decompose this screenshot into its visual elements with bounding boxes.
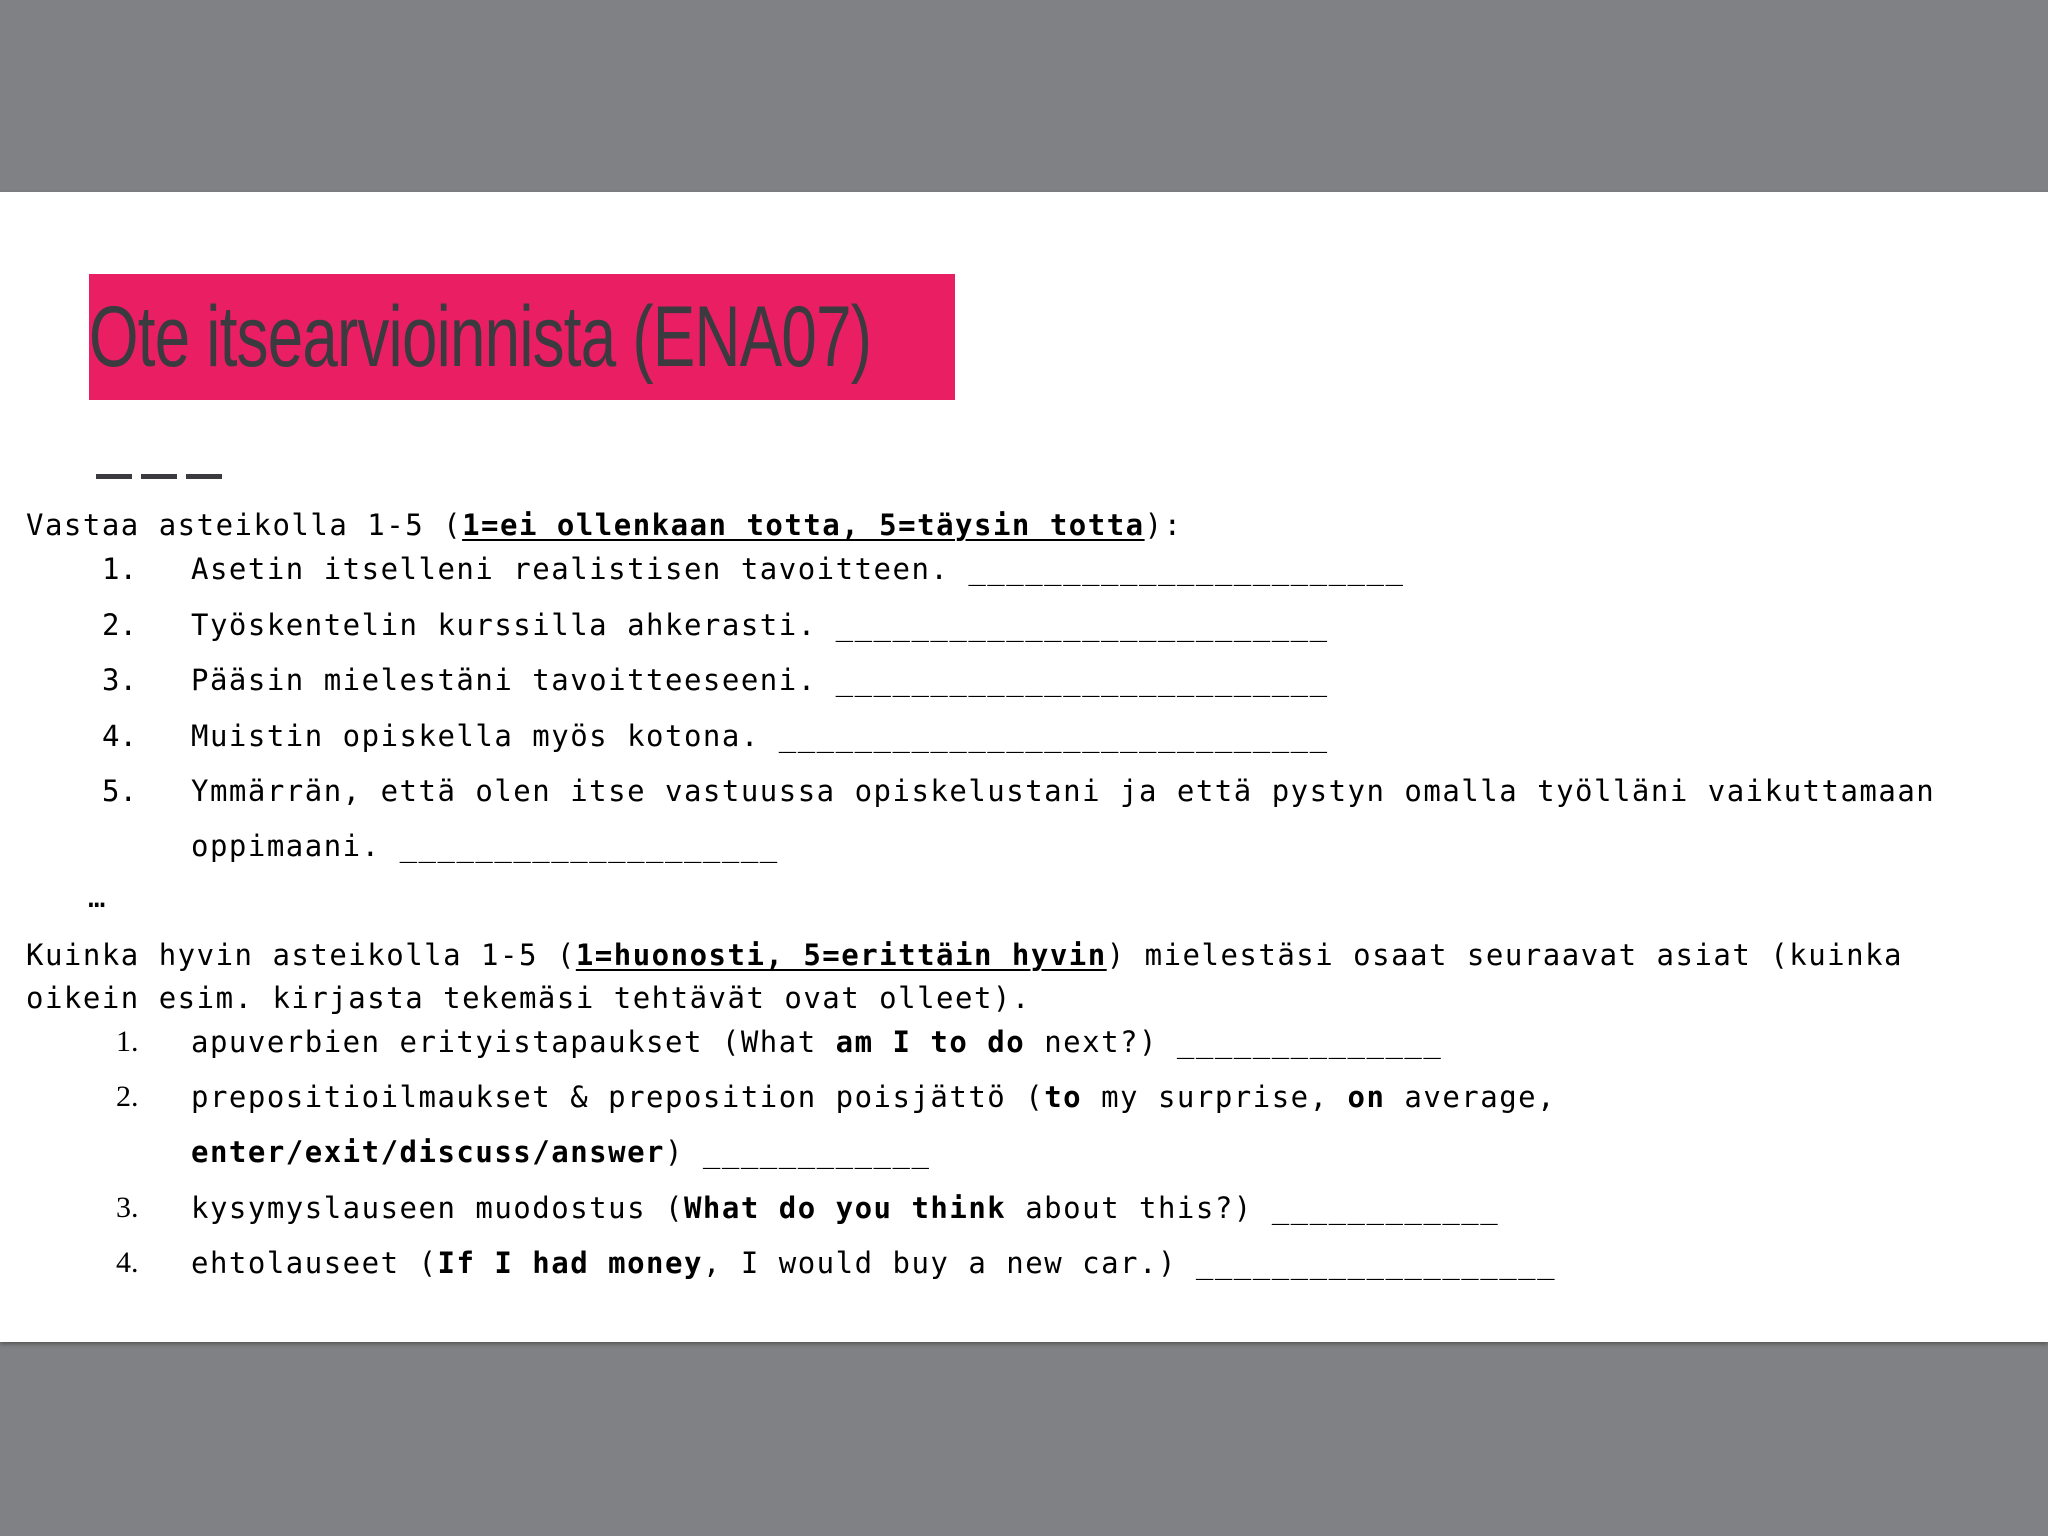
s2-item4-number: 4. bbox=[116, 1246, 139, 1279]
s2-item1: apuverbien erityistapaukset (What am I to do next?) ______________ bbox=[191, 1025, 1443, 1059]
section2-intro-line2: oikein esim. kirjasta tekemäsi tehtävät ovat olleet). bbox=[26, 981, 1031, 1015]
slide-title: Ote itsearvioinnista (ENA07) bbox=[89, 289, 872, 385]
s1-item5-line2: oppimaani. ____________________ bbox=[191, 829, 779, 863]
s2-item4: ehtolauseet (If I had money, I would buy a new car.) ___________________ bbox=[191, 1246, 1557, 1280]
ellipsis: … bbox=[88, 880, 107, 914]
s2-item2-line2: enter/exit/discuss/answer) ____________ bbox=[191, 1135, 931, 1169]
s1-item4: Muistin opiskella myös kotona. _____________________________ bbox=[191, 719, 1329, 753]
s1-item5-number: 5. bbox=[102, 774, 137, 808]
s1-item2-number: 2. bbox=[102, 608, 137, 642]
s1-item3: Pääsin mielestäni tavoitteeseeni. __________________________ bbox=[191, 663, 1329, 697]
section2-intro: Kuinka hyvin asteikolla 1-5 (1=huonosti, 5=erittäin hyvin) mielestäsi osaat seuraavat asiat (kuinka bbox=[26, 938, 1904, 972]
s1-item2: Työskentelin kurssilla ahkerasti. __________________________ bbox=[191, 608, 1329, 642]
s2-item2-number: 2. bbox=[116, 1080, 139, 1113]
title-divider bbox=[96, 474, 224, 479]
s2-item3-number: 3. bbox=[116, 1191, 139, 1224]
slide bbox=[0, 192, 2048, 1342]
s2-item3: kysymyslauseen muodostus (What do you think about this?) ____________ bbox=[191, 1191, 1500, 1225]
s2-item1-number: 1. bbox=[116, 1025, 139, 1058]
s1-item1: Asetin itselleni realistisen tavoitteen. _______________________ bbox=[191, 552, 1405, 586]
s2-item2-line1: prepositioilmaukset & preposition poisjättö (to my surprise, on average, bbox=[191, 1080, 1557, 1114]
section1-intro: Vastaa asteikolla 1-5 (1=ei ollenkaan totta, 5=täysin totta): bbox=[26, 508, 1183, 542]
s1-item3-number: 3. bbox=[102, 663, 137, 697]
s1-item4-number: 4. bbox=[102, 719, 137, 753]
title-wrap bbox=[89, 274, 1148, 400]
s1-item5-line1: Ymmärrän, että olen itse vastuussa opiskelustani ja että pystyn omalla työlläni vaikuttamaan bbox=[191, 774, 1936, 808]
s1-item1-number: 1. bbox=[102, 552, 137, 586]
